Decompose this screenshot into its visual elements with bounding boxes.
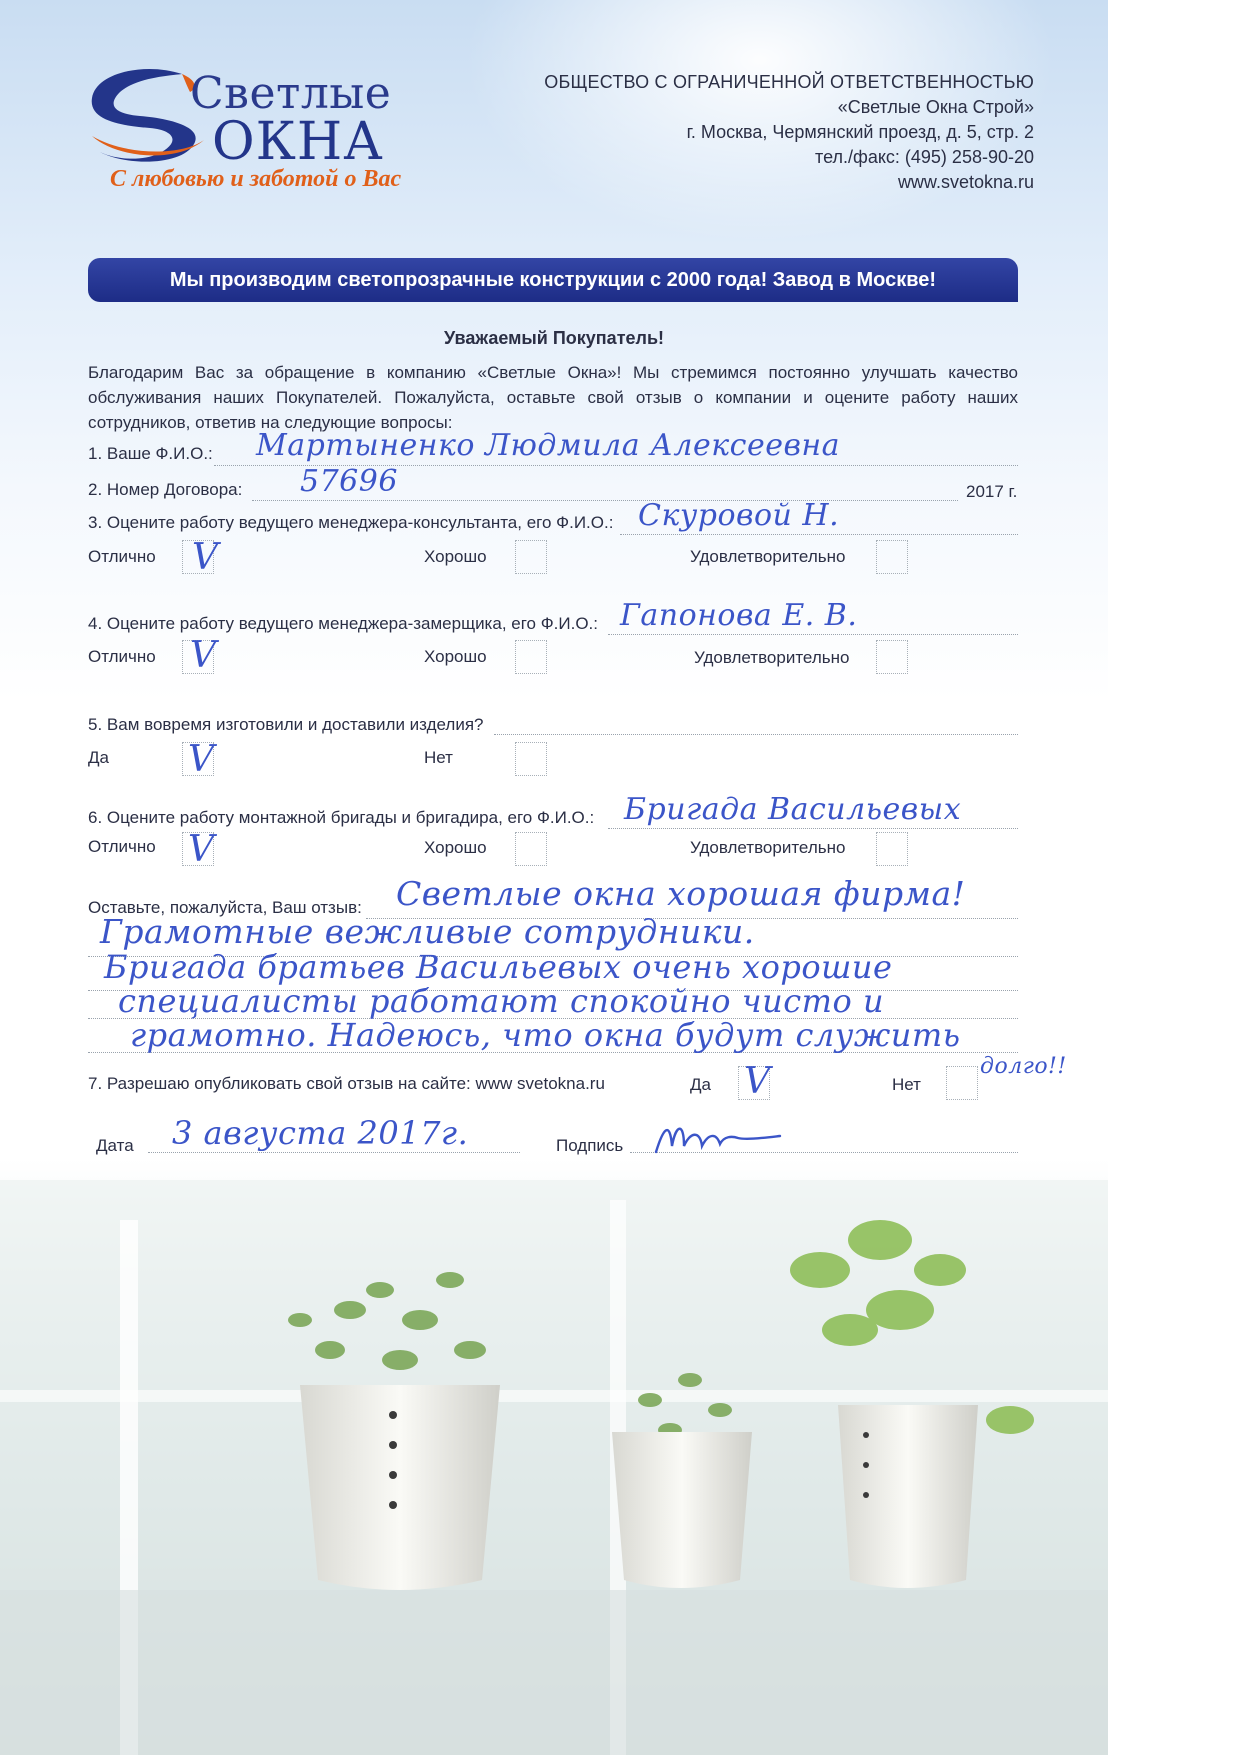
review-text-1: Светлые окна хорошая фирма! [396, 874, 966, 913]
q7-option-no: Нет [892, 1075, 921, 1094]
q4-option-excellent: Отлично [88, 647, 156, 666]
q4-label: 4. Оцените работу ведущего менеджера-замерщика, его Ф.И.О.: [88, 614, 598, 633]
date-value: 3 августа 2017г. [172, 1114, 469, 1152]
slogan-banner: Мы производим светопрозрачные конструкции с 2000 года! Завод в Москве! [88, 258, 1018, 302]
signature-icon [650, 1116, 800, 1160]
q6-checkbox-good[interactable] [515, 832, 547, 866]
q2-label: 2. Номер Договора: [88, 480, 243, 499]
q7-label: 7. Разрешаю опубликовать свой отзыв на сайте: www svetokna.ru [88, 1074, 605, 1093]
q5-label: 5. Вам вовремя изготовили и доставили изделия? [88, 715, 484, 734]
q5-option-yes: Да [88, 748, 109, 767]
plants-photo-image [0, 1160, 1108, 1755]
q4-line [608, 634, 1018, 635]
q3-checkmark: V [192, 537, 218, 578]
q7-option-yes: Да [690, 1075, 711, 1094]
q6-checkbox-satisfactory[interactable] [876, 832, 908, 866]
intro-paragraph: Благодарим Вас за обращение в компанию «Светлые Окна»! Мы стремимся постоянно улучшать качество обслуживания наших Покупателей. Пожалуйста, оставьте свой отзыв о компании и оцените работу наших сотрудников, ответив на следующие вопросы: [88, 363, 1018, 432]
q1-label: 1. Ваше Ф.И.О.: [88, 444, 213, 463]
company-info [544, 70, 1034, 195]
q2-answer: 57696 [300, 464, 398, 499]
q5-checkbox-no[interactable] [515, 742, 547, 776]
logo-word-okna: ОКНА [212, 112, 384, 172]
company-website: www.svetokna.ru [897, 172, 1034, 192]
review-text-2: Грамотные вежливые сотрудники. [100, 912, 755, 951]
q7-checkmark: V [744, 1061, 770, 1102]
q2-year: 2017 г. [966, 482, 1018, 501]
q3-checkbox-satisfactory[interactable] [876, 540, 908, 574]
q4-answer: Гапонова Е. В. [620, 598, 858, 633]
company-logo [86, 62, 426, 202]
company-phone: тел./факс: (495) 258-90-20 [815, 147, 1034, 167]
q3-option-good: Хорошо [424, 547, 487, 566]
q6-checkmark: V [188, 829, 214, 870]
company-legal-form: ОБЩЕСТВО С ОГРАНИЧЕННОЙ ОТВЕТСТВЕННОСТЬЮ [544, 72, 1034, 92]
q6-option-excellent: Отлично [88, 837, 156, 856]
review-text-3: Бригада братьев Васильевых очень хорошие [104, 948, 893, 986]
q3-answer: Скуровой Н. [638, 498, 840, 533]
date-line [148, 1152, 520, 1153]
q4-option-good: Хорошо [424, 647, 487, 666]
logo-tagline: С любовью и заботой о Вас [110, 166, 402, 192]
q3-option-excellent: Отлично [88, 547, 156, 566]
q5-checkmark: V [188, 739, 214, 780]
q6-option-good: Хорошо [424, 838, 487, 857]
q1-answer: Мартыненко Людмила Алексеевна [256, 428, 841, 463]
company-name: «Светлые Окна Строй» [837, 97, 1034, 117]
greeting-heading: Уважаемый Покупатель! [443, 328, 665, 348]
review-text-5: грамотно. Надеюсь, что окна будут служить [130, 1016, 961, 1054]
company-address: г. Москва, Чермянский проезд, д. 5, стр. 2 [686, 122, 1034, 142]
q6-line [608, 828, 1018, 829]
q2-line [252, 500, 958, 501]
q6-option-satisfactory: Удовлетворительно [690, 838, 846, 857]
q4-checkmark: V [190, 635, 216, 676]
review-text-4: специалисты работают спокойно чисто и [118, 982, 885, 1020]
q3-line [620, 534, 1018, 535]
q3-checkbox-good[interactable] [515, 540, 547, 574]
q4-checkbox-satisfactory[interactable] [876, 640, 908, 674]
review-label: Оставьте, пожалуйста, Ваш отзыв: [88, 898, 362, 917]
date-label: Дата [96, 1136, 134, 1155]
q5-line [494, 734, 1018, 735]
q6-label: 6. Оцените работу монтажной бригады и бригадира, его Ф.И.О.: [88, 808, 595, 827]
scan-margin [1108, 0, 1240, 1755]
logo-word-svetlye: Светлые [190, 68, 392, 119]
signature-label: Подпись [556, 1136, 624, 1155]
q6-answer: Бригада Васильевых [624, 792, 962, 827]
review-text-6: долго!! [980, 1054, 1067, 1079]
q7-checkbox-no[interactable] [946, 1066, 978, 1100]
q4-checkbox-good[interactable] [515, 640, 547, 674]
q5-option-no: Нет [424, 748, 453, 767]
q3-option-satisfactory: Удовлетворительно [690, 547, 846, 566]
q3-label: 3. Оцените работу ведущего менеджера-консультанта, его Ф.И.О.: [88, 513, 614, 532]
q4-option-satisfactory: Удовлетворительно [694, 648, 850, 667]
